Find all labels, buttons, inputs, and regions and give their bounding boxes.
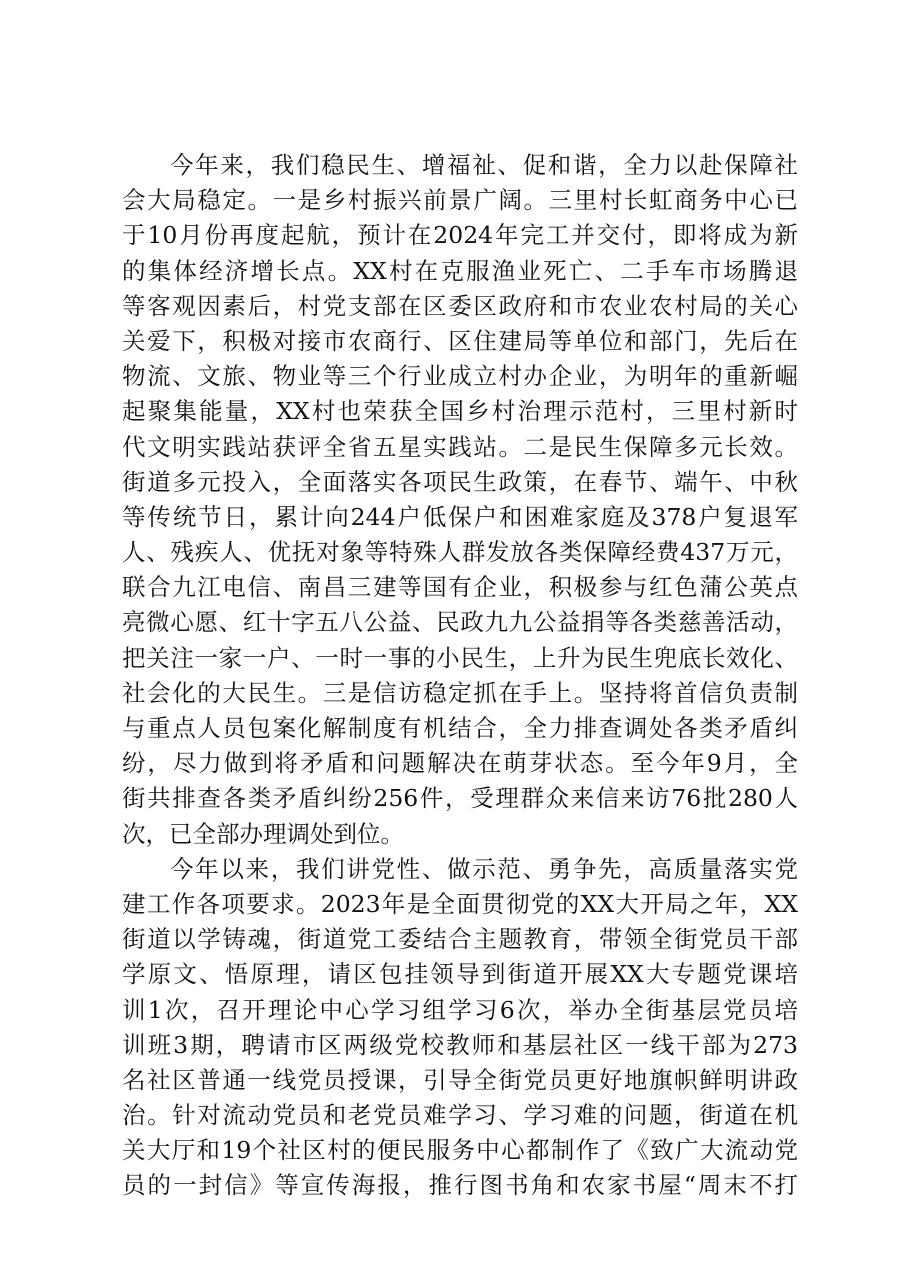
paragraph-line: 社会化的大民生。三是信访稳定抓在手上。坚持将首信负责制 — [122, 678, 798, 707]
paragraph-line: 起聚集能量，XX村也荣获全国乡村治理示范村，三里村新时 — [122, 397, 798, 426]
paragraph-line: 关爱下，积极对接市农商行、区住建局等单位和部门，先后在 — [122, 326, 798, 355]
paragraph-line: 街道多元投入，全面落实各项民生政策，在春节、端午、中秋 — [122, 467, 798, 496]
paragraph-line: 纷，尽力做到将矛盾和问题解决在萌芽状态。至今年9月，全 — [122, 749, 798, 778]
paragraph-line: 把关注一家一户、一时一事的小民生，上升为民生兜底长效化、 — [122, 643, 798, 672]
paragraph-line: 次，已全部办理调处到位。 — [122, 819, 404, 848]
paragraph-line: 等传统节日，累计向244户低保户和困难家庭及378户复退军 — [122, 502, 798, 531]
paragraph-line: 于10月份再度起航，预计在2024年完工并交付，即将成为新 — [122, 221, 798, 250]
paragraph-line: 会大局稳定。一是乡村振兴前景广阔。三里村长虹商务中心已 — [122, 186, 798, 215]
paragraph-line: 名社区普通一线党员授课，引导全街党员更好地旗帜鲜明讲政 — [122, 1065, 798, 1094]
paragraph-line: 物流、文旅、物业等三个行业成立村办企业，为明年的重新崛 — [122, 362, 798, 391]
paragraph-line: 人、残疾人、优抚对象等特殊人群发放各类保障经费437万元， — [122, 538, 798, 567]
paragraph-party-building — [122, 852, 798, 1204]
paragraph-line: 联合九江电信、南昌三建等国有企业，积极参与红色蒲公英点 — [122, 573, 798, 602]
paragraph-line: 关大厅和19个社区村的便民服务中心都制作了《致广大流动党 — [122, 1136, 798, 1165]
paragraph-line: 建工作各项要求。2023年是全面贯彻党的XX大开局之年，XX — [122, 889, 798, 918]
paragraph-line: 学原文、悟原理，请区包挂领导到街道开展XX大专题党课培 — [122, 960, 798, 989]
paragraph-livelihood — [122, 148, 798, 852]
paragraph-line: 街道以学铸魂，街道党工委结合主题教育，带领全街党员干部 — [122, 925, 798, 954]
paragraph-line: 的集体经济增长点。XX村在克服渔业死亡、二手车市场腾退 — [122, 256, 798, 285]
paragraph-line: 训班3期，聘请市区两级党校教师和基层社区一线干部为273 — [122, 1030, 798, 1059]
paragraph-line: 与重点人员包案化解制度有机结合，全力排查调处各类矛盾纠 — [122, 714, 798, 742]
paragraph-line: 员的一封信》等宣传海报，推行图书角和农家书屋“周末不打 — [122, 1171, 798, 1200]
paragraph-line: 今年以来，我们讲党性、做示范、勇争先，高质量落实党 — [170, 854, 798, 883]
paragraph-line: 代文明实践站获评全省五星实践站。二是民生保障多元长效。 — [122, 432, 798, 461]
paragraph-line: 亮微心愿、红十字五八公益、民政九九公益捐等各类慈善活动， — [122, 608, 798, 637]
paragraph-line: 治。针对流动党员和老党员难学习、学习难的问题，街道在机 — [122, 1101, 798, 1130]
paragraph-line: 训1次，召开理论中心学习组学习6次，举办全街基层党员培 — [122, 995, 798, 1024]
paragraph-line: 街共排查各类矛盾纠纷256件，受理群众来信来访76批280人 — [122, 784, 798, 813]
paragraph-line: 今年来，我们稳民生、增福祉、促和谐，全力以赴保障社 — [170, 151, 798, 179]
paragraph-line: 等客观因素后，村党支部在区委区政府和市农业农村局的关心 — [122, 291, 798, 320]
document-body — [122, 148, 798, 1204]
